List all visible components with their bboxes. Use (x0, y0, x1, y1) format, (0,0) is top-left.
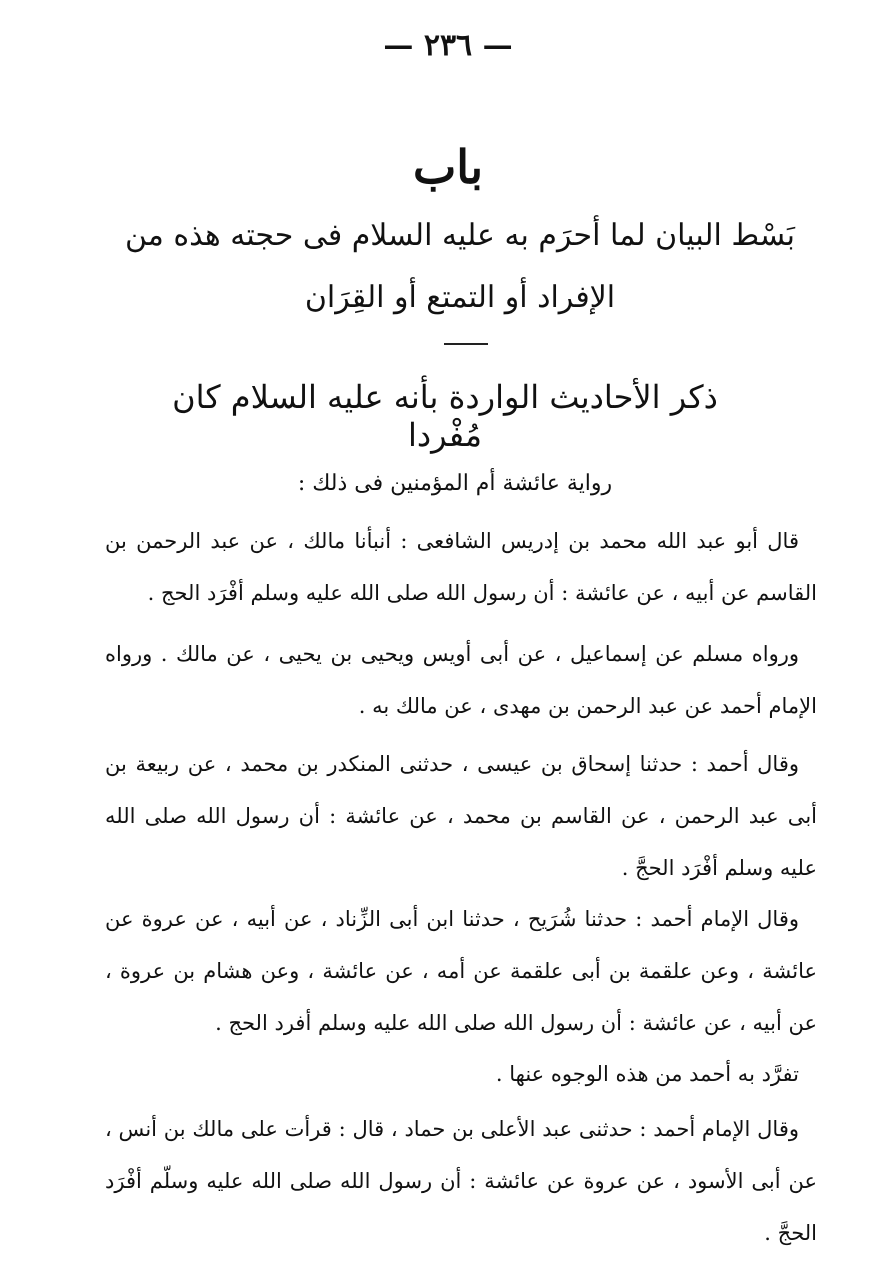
paragraph-1: قال أبو عبد الله محمد بن إدريس الشافعى : أنبأنا مالك ، عن عبد الرحمن بن القاسم عن أبيه ، عن عائشة : أن رسول الله صلى الله عليه وسلم أفْرَد الحج . (105, 529, 817, 605)
section-heading: ذكر الأحاديث الواردة بأنه عليه السلام كان مُفْردا (172, 378, 718, 454)
paragraph-5: تفرَّد به أحمد من هذه الوجوه عنها . (495, 1062, 799, 1086)
page-number: — ٢٣٦ — (383, 28, 513, 63)
paragraph-4: وقال الإمام أحمد : حدثنا شُرَيح ، حدثنا ابن أبى الزِّناد ، عن أبيه ، عن عروة عن عائشة ، وعن علقمة بن أبى علقمة عن أمه ، عن عائشة ، وعن هشام بن عروة ، عن أبيه ، عن عائشة : أن رسول الله صلى الله عليه وسلم أفرد الحج . (105, 907, 817, 1035)
title-divider (444, 343, 488, 345)
subheading: رواية عائشة أم المؤمنين فى ذلك : (297, 471, 613, 496)
paragraph-2: ورواه مسلم عن إسماعيل ، عن أبى أويس ويحيى بن يحيى ، عن مالك . ورواه الإمام أحمد عن عبد الرحمن بن مهدى ، عن مالك به . (105, 642, 817, 718)
paragraph-6: وقال الإمام أحمد : حدثنى عبد الأعلى بن حماد ، قال : قرأت على مالك بن أنس ، عن أبى الأسود ، عن عروة عن عائشة : أن رسول الله صلى الله عليه وسلّم أفْرَد الحجَّ . (105, 1117, 817, 1245)
paragraph-3: وقال أحمد : حدثنا إسحاق بن عيسى ، حدثنى المنكدر بن محمد ، عن ربيعة بن أبى عبد الرحمن ، عن القاسم بن محمد ، عن عائشة : أن رسول الله صلى الله عليه وسلم أفْرَد الحجَّ . (105, 752, 817, 880)
chapter-subtitle: بَسْط البيان لما أحرَم به عليه السلام فى حجته هذه من الإفراد أو التمتع أو القِرَان (124, 218, 796, 315)
chapter-title: باب (412, 140, 484, 194)
